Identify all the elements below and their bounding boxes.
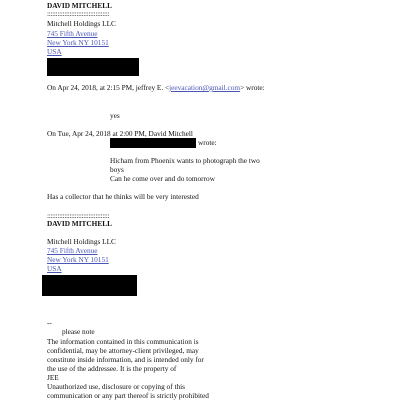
quote-header-wrote: wrote: — [198, 138, 217, 147]
address-country-link[interactable]: USA — [47, 264, 62, 273]
company-name: Mitchell Holdings LLC — [47, 19, 116, 28]
quoted-message-line: Hicham from Phoenix wants to photograph the two — [110, 156, 260, 165]
redaction-block — [42, 275, 137, 296]
disclaimer-line: the use of the addressee. It is the property of — [47, 364, 177, 373]
quote-header-prefix: On Apr 24, 2018, at 2:15 PM, jeffrey E. < — [47, 83, 170, 92]
signature-separator: :::::::::::::::::::::::::::::::::::: — [47, 9, 110, 18]
redaction-block — [47, 58, 139, 76]
disclaimer-line: Unauthorized use, disclosure or copying of this — [47, 382, 186, 391]
collector-message: Has a collector that he thinks will be very interested — [47, 192, 199, 201]
address-city-link[interactable]: New York NY 10151 — [47, 38, 109, 47]
email-link[interactable]: jeevacation@gmail.com — [169, 83, 241, 92]
quoted-message-line: boys — [110, 165, 124, 174]
redaction-block — [110, 138, 196, 148]
signature-separator: :::::::::::::::::::::::::::::::::::: — [47, 211, 110, 220]
please-note: please note — [62, 327, 95, 336]
reply-body: yes — [110, 111, 120, 120]
disclaimer-line: The information contained in this communication is — [47, 337, 199, 346]
disclaimer-line: communication or any part thereof is strictly prohibited — [47, 391, 209, 400]
sender-name: DAVID MITCHELL — [47, 1, 112, 10]
quoted-message-line: Can he come over and do tomorrow — [110, 174, 215, 183]
quote-header-jeffrey — [47, 84, 265, 93]
address-street-link[interactable]: 745 Fifth Avenue — [47, 29, 98, 38]
disclaimer-line: constitute inside information, and is intended only for — [47, 355, 204, 364]
address-street-link[interactable]: 745 Fifth Avenue — [47, 246, 98, 255]
signature-dashes: -- — [47, 318, 52, 327]
quote-header-david: On Tue, Apr 24, 2018 at 2:00 PM, David Mitchell — [47, 129, 193, 138]
disclaimer-line: JEE — [47, 373, 59, 382]
address-city-link[interactable]: New York NY 10151 — [47, 255, 109, 264]
quote-header-suffix: > wrote: — [240, 83, 265, 92]
sender-name: DAVID MITCHELL — [47, 219, 112, 228]
company-name: Mitchell Holdings LLC — [47, 237, 116, 246]
address-country-link[interactable]: USA — [47, 47, 62, 56]
disclaimer-line: confidential, may be attorney-client privileged, may — [47, 346, 199, 355]
